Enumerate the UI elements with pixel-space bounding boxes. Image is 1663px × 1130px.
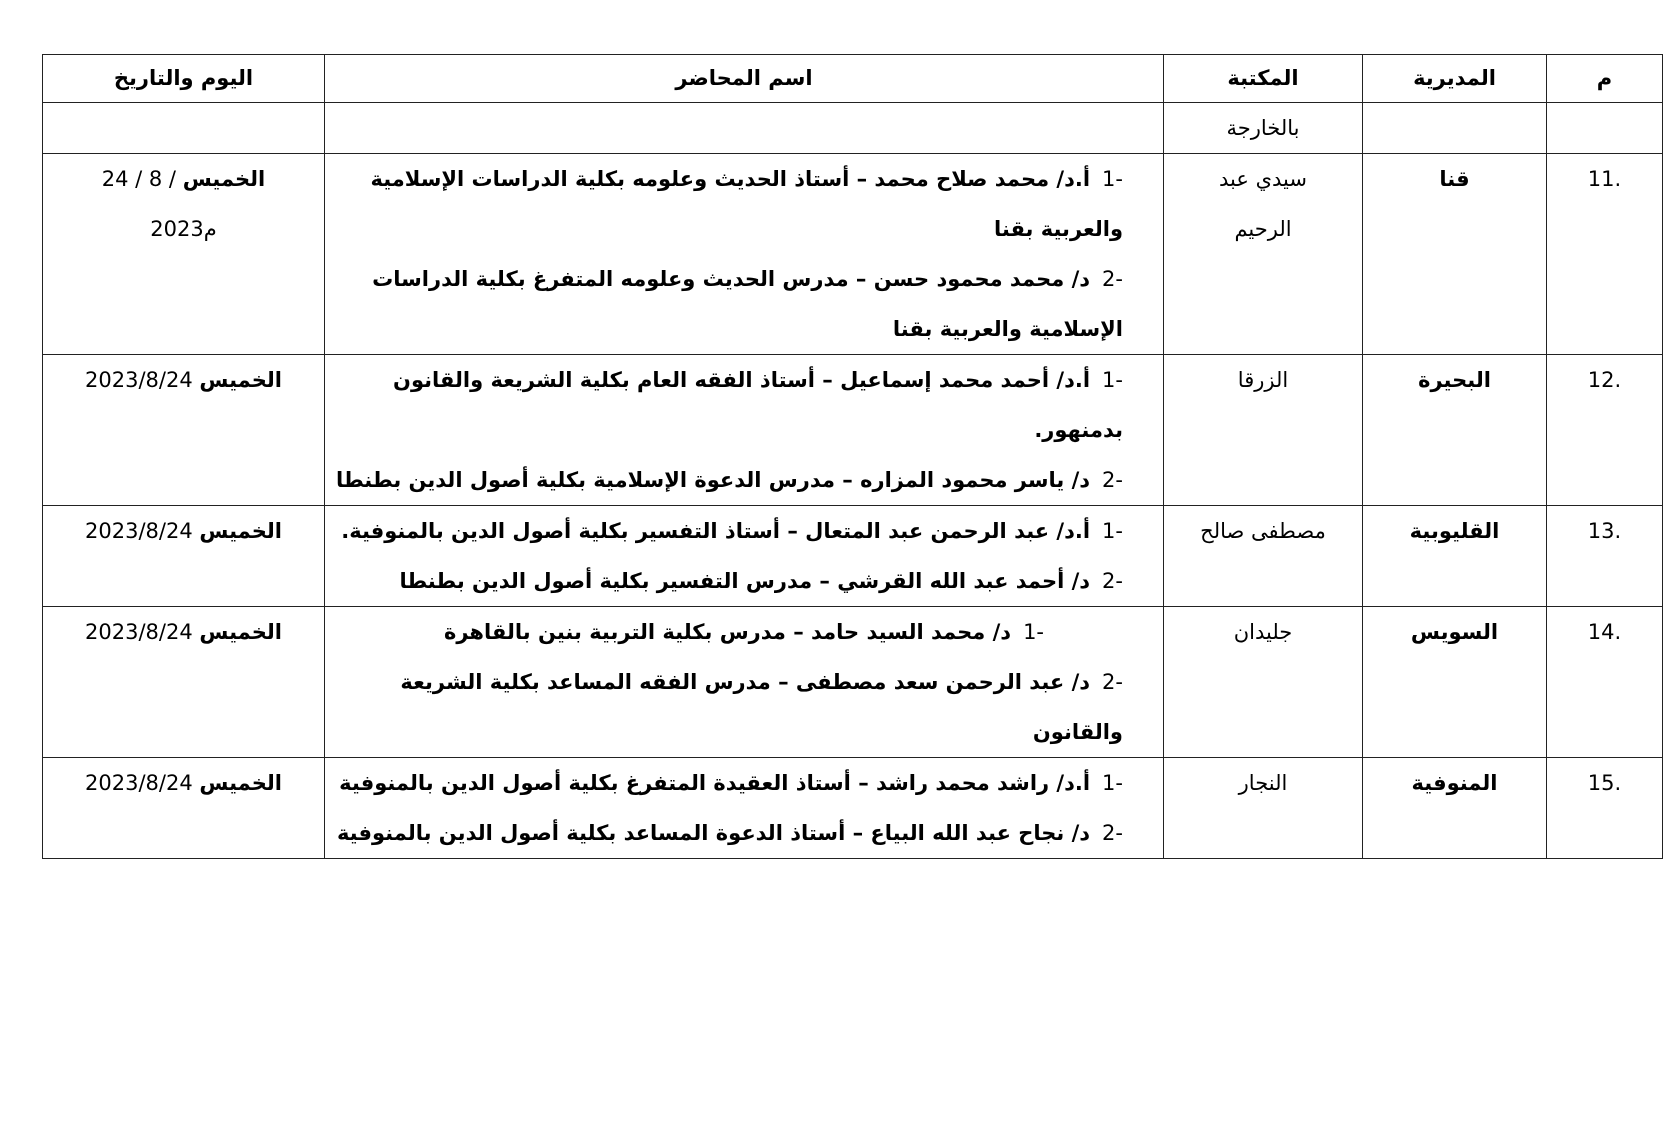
lecturer-item: 2-د/ محمد محمود حسن – مدرس الحديث وعلومه المتفرغ بكلية الدراسات الإسلامية والعربية بقنا: [372, 267, 1123, 341]
lecturer-item: 1-د/ محمد السيد حامد – مدرس بكلية التربية بنين بالقاهرة: [443, 620, 1045, 644]
lecture-schedule-table: [42, 54, 1663, 859]
lecturer-item: 1-أ.د/ راشد محمد راشد – أستاذ العقيدة المتفرغ بكلية أصول الدين بالمنوفية: [339, 771, 1123, 795]
row-library: سيدي عبد الرحيم: [1164, 154, 1363, 355]
header-lecturer: اسم المحاضر: [325, 55, 1164, 103]
row-number: 13.: [1587, 519, 1622, 543]
header-library: المكتبة: [1164, 55, 1363, 103]
lecturer-item: 1-أ.د/ محمد صلاح محمد – أستاذ الحديث وعلومه بكلية الدراسات الإسلامية والعربية بقنا: [370, 167, 1123, 241]
row-directorate: قنا: [1363, 154, 1547, 355]
header-row: [43, 55, 1663, 103]
row-library: مصطفى صالح: [1164, 506, 1363, 607]
table-row: [43, 506, 1663, 607]
lecturer-item: 1-أ.د/ أحمد محمد إسماعيل – أستاذ الفقه العام بكلية الشريعة والقانون بدمنهور.: [393, 368, 1123, 442]
continuation-library: بالخارجة: [1164, 103, 1363, 154]
row-lecturers: [325, 355, 1164, 506]
row-directorate: البحيرة: [1363, 355, 1547, 506]
row-date: الخميس 2023/8/24: [43, 607, 325, 758]
row-directorate: السويس: [1363, 607, 1547, 758]
row-number: 14.: [1587, 620, 1622, 644]
table-row: [43, 758, 1663, 859]
row-number: 11.: [1587, 167, 1622, 191]
lecturer-item: 2-د/ أحمد عبد الله القرشي – مدرس التفسير بكلية أصول الدين بطنطا: [399, 569, 1123, 593]
row-number: 12.: [1587, 368, 1622, 392]
row-date: الخميس 2023/8/24: [43, 355, 325, 506]
row-lecturers: [325, 607, 1164, 758]
continuation-row: [43, 103, 1663, 154]
table-row: [43, 607, 1663, 758]
row-directorate: المنوفية: [1363, 758, 1547, 859]
lecturer-item: 1-أ.د/ عبد الرحمن عبد المتعال – أستاذ التفسير بكلية أصول الدين بالمنوفية.: [341, 519, 1123, 543]
row-date: الخميس 2023/8/24: [43, 506, 325, 607]
row-lecturers: [325, 758, 1164, 859]
table-row: [43, 154, 1663, 355]
row-lecturers: [325, 154, 1164, 355]
row-date: الخميس 24 / 8 / 2023م: [43, 154, 325, 355]
lecturer-item: 2-د/ نجاح عبد الله البياع – أستاذ الدعوة المساعد بكلية أصول الدين بالمنوفية: [336, 821, 1123, 845]
row-library: النجار: [1164, 758, 1363, 859]
lecturer-item: 2-د/ ياسر محمود المزاره – مدرس الدعوة الإسلامية بكلية أصول الدين بطنطا: [335, 468, 1123, 492]
row-date: الخميس 2023/8/24: [43, 758, 325, 859]
table-row: [43, 355, 1663, 506]
header-directorate: المديرية: [1363, 55, 1547, 103]
row-directorate: القليوبية: [1363, 506, 1547, 607]
row-library: جليدان: [1164, 607, 1363, 758]
row-lecturers: [325, 506, 1164, 607]
lecturer-item: 2-د/ عبد الرحمن سعد مصطفى – مدرس الفقه المساعد بكلية الشريعة والقانون: [400, 670, 1123, 744]
header-date: اليوم والتاريخ: [43, 55, 325, 103]
row-library: الزرقا: [1164, 355, 1363, 506]
header-num: م: [1547, 55, 1663, 103]
row-number: 15.: [1587, 771, 1622, 795]
